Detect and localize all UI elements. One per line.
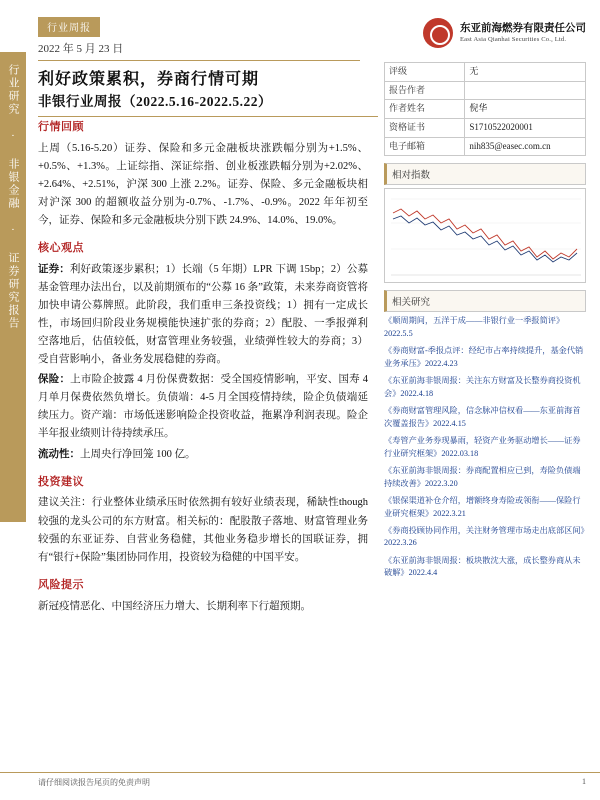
advice-paragraph: 建议关注：行业整体业绩承压时依然拥有较好业绩表现，稀缺性though较强的龙头公司的东方财富。相关标的：配股散子落地、财富管理业务较强的东亚证券、自营业务稳健，其他业务稳步增长的国联证券，拥有“银行+保险”集团协同作用，投资较为稳健的中国平安。 [38, 497, 368, 563]
core-item-lead: 证券： [38, 264, 70, 276]
vertical-section-banner [0, 52, 26, 522]
info-key: 作者姓名 [385, 100, 465, 119]
table-row [385, 100, 586, 119]
report-info-table [384, 62, 586, 156]
company-name-cn: 东亚前海燃券有限责任公司 [460, 22, 586, 34]
related-research-list [384, 315, 586, 580]
related-research-title: 相关研究 [384, 290, 586, 312]
section-heading-advice: 投资建议 [38, 475, 84, 488]
core-item-text: 上市险企披露 4 月份保费数据：受全国疫情影响，平安、国寿 4 月单月保费依然负增长。负债端：4-5 月全国疫情持续，险企负债端延续压力。资产端：市场低迷影响险企投资收益，拖累净利润表现。险企半年报业绩则计待持续承压。 [38, 374, 369, 440]
core-item-insurance [38, 371, 368, 443]
list-item[interactable]: 《券商财富-季报点评：经纪市占率持续提升，基金代销业务承压》2022.4.23 [384, 346, 584, 369]
list-item[interactable]: 《东亚前海非银周报：关注东方财富及长整券商投资机会》2022.4.18 [384, 376, 581, 398]
info-value: S1710522020001 [465, 119, 586, 138]
list-item[interactable]: 《东亚前海非银周报：券商配置相应已到，寿险负债端持续改善》2022.3.20 [384, 465, 581, 488]
footer-disclaimer: 请仔细阅读报告尾页的免责声明 [38, 778, 150, 787]
sidebar-panel [384, 62, 586, 585]
info-value: 无 [465, 63, 586, 82]
core-item-securities [38, 261, 368, 369]
list-item[interactable]: 《券商财富管理风险，信念脉冲信权看——东亚前海首次覆盖报告》2022.4.15 [384, 406, 581, 428]
list-item[interactable]: 《银保渠道补仓介绍，增额终身寿险或领衔——保险行业研究框架》2022.3.21 [384, 495, 581, 518]
list-item[interactable]: 《寿管产业务券现暴雨，轻资产业务驱动增长——证券行业研究框架》2022.03.18 [384, 436, 581, 458]
info-key: 资格证书 [385, 119, 465, 138]
info-key: 评级 [385, 63, 465, 82]
core-item-lead: 保险： [38, 374, 71, 386]
core-item-text: 上周央行净回笼 100 亿。 [80, 448, 196, 460]
section-heading-core: 核心观点 [38, 242, 84, 255]
info-value: 倪华 [465, 100, 586, 119]
page-footer [0, 772, 600, 788]
section-heading-risk: 风险提示 [38, 578, 84, 591]
section-heading-review: 行情回顾 [38, 121, 84, 133]
list-item[interactable]: 《顺周期间，五洋于成——非银行业一季报简评》2022.5.5 [384, 316, 565, 339]
core-item-text: 利好政策逐步累积；1）长端（5 年期）LPR 下调 15bp；2）公募基金管理办法出台，以及前期颁布的“公募 16 条”政策，未来券商资管将加快申请公募牌照。此阶段，我们重申三条投资线；1）拥有一定成长性，市场回归阶段业务规模能快速扩张的券商；2）配股、一季报弹利空落地后，估值较低，财富管理业务较强，业绩弹性较大的券商；3）受自营影响小，备业务发展稳健的券商。 [38, 264, 368, 366]
page-subtitle: 非银行业周报（2022.5.16-2022.5.22） [38, 90, 378, 117]
info-key: 报告作者 [385, 81, 465, 100]
core-item-liquidity [38, 446, 368, 464]
company-logo-icon [423, 18, 453, 48]
page-title: 利好政策累积，券商行情可期 [38, 71, 260, 88]
info-value[interactable]: nih835@easec.com.cn [465, 137, 586, 156]
info-value [465, 81, 586, 100]
list-item[interactable]: 《东亚前海非银周报：板块散沈大涨，成长整券商从未破解》2022.4.4 [384, 555, 581, 578]
brand-block [423, 18, 586, 48]
report-date: 2022 年 5 月 23 日 [38, 40, 360, 61]
table-row [385, 137, 586, 156]
table-row [385, 63, 586, 82]
core-item-lead: 流动性： [38, 448, 80, 460]
review-paragraph: 上周（5.16-5.20）证券、保险和多元金融板块涨跌幅分别为+1.5%、+0.5%、+1.3%。上证综指、深证综指、创业板涨跌幅分别为+2.02%、+2.64%、+2.51%，沪深 300 上涨 2.2%。证券、保险、多元金融板块相对沪深 300 的超额收益分别为-0.7%、-1.7%、-0.9%。2022 年年初至今，证券、保险和多元金融板块分别下跌 24.9%、14.0%、19.0%。 [38, 142, 368, 227]
table-row [385, 81, 586, 100]
relative-index-chart [384, 188, 586, 283]
chart-svg [385, 189, 585, 282]
document-tag: 行业周报 [38, 17, 100, 37]
info-key: 电子邮箱 [385, 137, 465, 156]
report-body [38, 118, 368, 618]
page-number: 1 [582, 777, 586, 786]
vertical-banner-label: 行业研究 · 非银金融 · 证券研究报告 [7, 64, 19, 330]
list-item[interactable]: 《券商投顾协同作用，关注财务管理市场走出底部区间》2022.3.26 [384, 525, 585, 548]
risk-paragraph: 新冠疫情恶化、中国经济压力增大、长期利率下行超预期。 [38, 600, 311, 612]
company-name-en: East Asia Qianhai Securities Co., Ltd. [460, 35, 567, 43]
table-row [385, 119, 586, 138]
chart-title: 相对指数 [384, 163, 586, 185]
